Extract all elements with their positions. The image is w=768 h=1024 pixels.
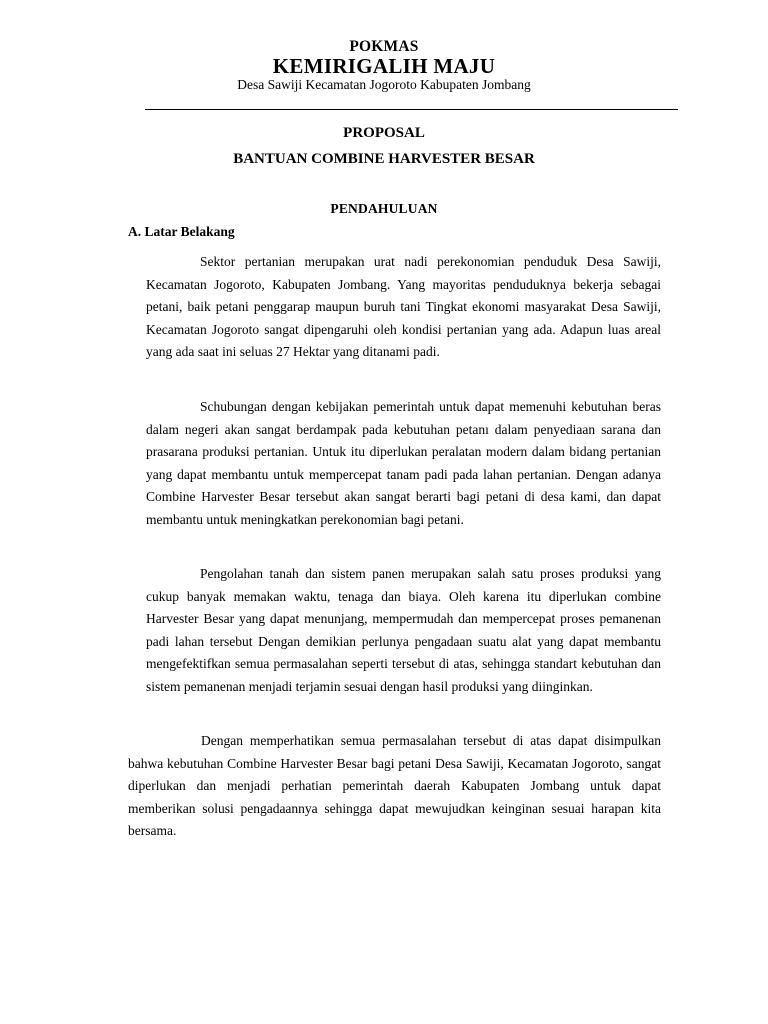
- paragraph-2: Schubungan dengan kebijakan pemerintah untuk dapat memenuhi kebutuhan beras dalam negeri akan sangat berdampak pada kebutuhan petanı dalam penyediaan sarana dan prasarana produksi pertanian. Untuk itu diperlukan peralatan modern dalam bidang pertanian yang dapat membantu untuk mempercepat tanam padi pada lahan pertanian. Dengan adanya Combine Harvester Besar tersebut akan sangat berarti bagi petani di desa kami, dan dapat membantu untuk meningkatkan perekonomian bagi petani.: [146, 399, 661, 527]
- header-divider: [145, 109, 678, 110]
- document-subtitle: BANTUAN COMBINE HARVESTER BESAR: [233, 151, 535, 167]
- subsection-heading: A. Latar Belakang: [128, 224, 235, 239]
- document-title: PROPOSAL: [343, 125, 425, 141]
- org-name-heading: KEMIRIGALIH MAJU: [272, 54, 496, 78]
- paragraph-3: Pengolahan tanah dan sistem panen merupakan salah satu proses produksi yang cukup banyak memakan waktu, tenaga dan biaya. Oleh karena itu diperlukan combine Harvester Besar yang dapat menunjang, mempermudah dan mempercepat proses pemanenan padi lahan tersebut Dengan demikian perlunya pengadaan suatu alat yang dapat membantu mengefektifkan semua permasalahan seperti tersebut di atas, sehingga standart kebutuhan dan sistem pemanenan menjadi terjamin sesuai dengan hasil produksi yang diinginkan.: [146, 566, 661, 694]
- org-address: Desa Sawiji Kecamatan Jogoroto Kabupaten Jombang: [237, 77, 531, 92]
- section-title: PENDAHULUAN: [330, 201, 438, 216]
- org-type-heading: POKMAS: [349, 38, 419, 55]
- paragraph-4: Dengan memperhatikan semua permasalahan tersebut di atas dapat disimpulkan bahwa kebutuhan Combine Harvester Besar bagi petani Desa Sawiji, Kecamatan Jogoroto, sangat diperlukan dan menjadi perhatian pemerintah daerah Kabupaten Jombang untuk dapat memberikan solusi pengadaannya sehingga dapat mewujudkan keinginan sesuai harapan kita bersama.: [128, 733, 661, 838]
- paragraph-1: Sektor pertanian merupakan urat nadi perekonomian penduduk Desa Sawiji, Kecamatan Jogoroto, Kabupaten Jombang. Yang mayoritas penduduknya bekerja sebagai petani, baik petani penggarap maupun buruh tani Tingkat ekonomi masyarakat Desa Sawiji, Kecamatan Jogoroto sangat dipengaruhi oleh kondisi pertanian yang ada. Adapun luas areal yang ada saat ini seluas 27 Hektar yang ditanami padi.: [146, 254, 661, 359]
